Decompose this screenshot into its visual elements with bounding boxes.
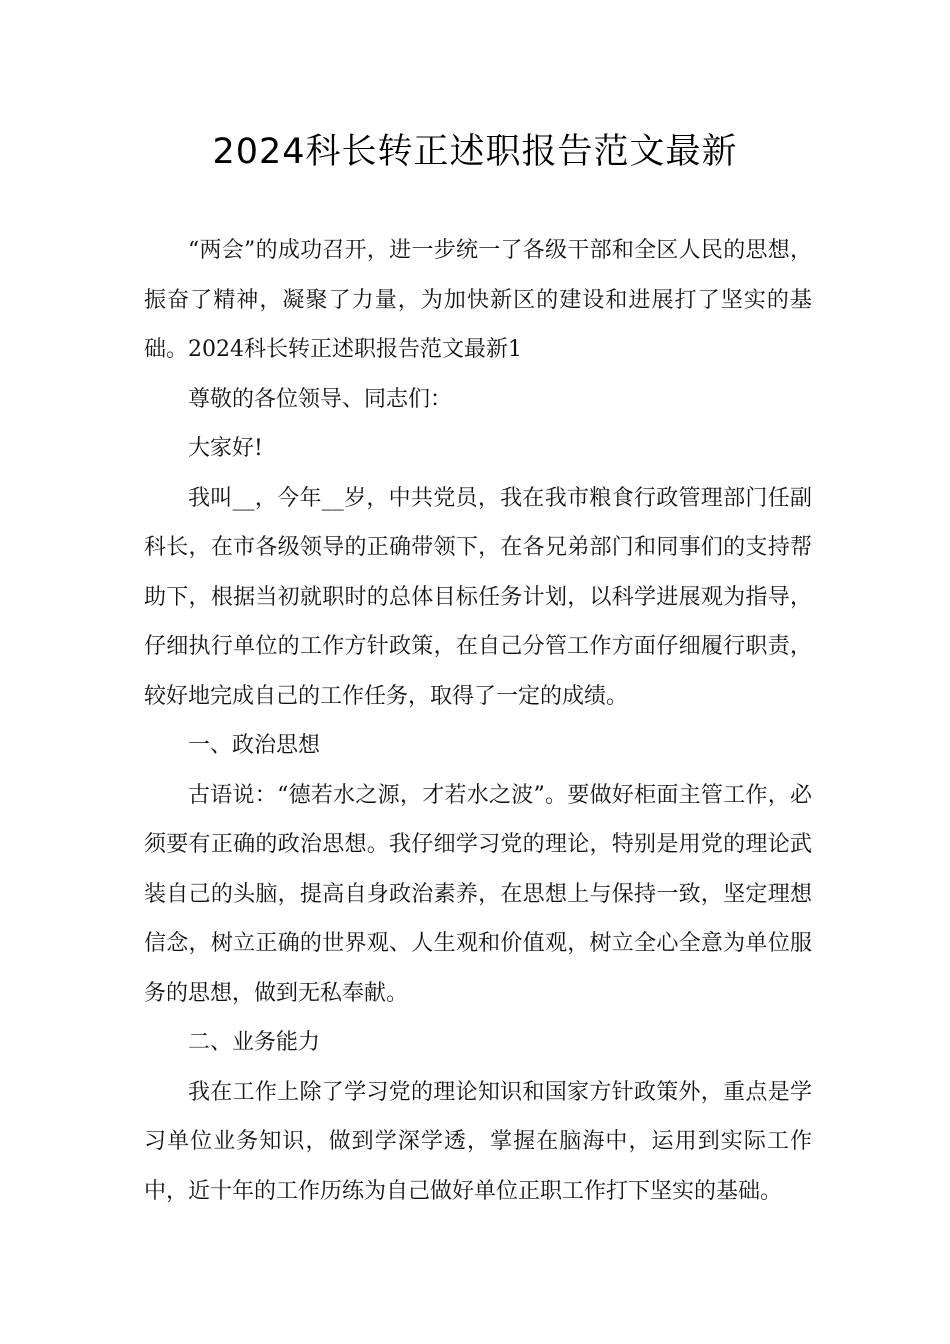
paragraph-salutation: 尊敬的各位领导、同志们： bbox=[188, 386, 453, 412]
section-heading-business: 二、业务能力 bbox=[188, 1030, 321, 1055]
section-heading-political: 一、政治思想 bbox=[188, 733, 321, 758]
paragraph-business-ability: 我在工作上除了学习党的理论知识和国家方针政策外，重点是学习单位业务知识，做到学深学透，掌握在脑海中，运用到实际工作中，近十年的工作历练为自己做好单位正职工作打下坚实的基础。 bbox=[144, 1079, 812, 1204]
paragraph-greeting: 大家好! bbox=[188, 436, 263, 461]
document-title: 2024科长转正述职报告范文最新 bbox=[212, 132, 738, 172]
paragraph-political-thought: 古语说：“德若水之源，才若水之波”。要做好柜面主管工作，必须要有正确的政治思想。我仔细学习党的理论，特别是用党的理论武装自己的头脑，提高自身政治素养，在思想上与保持一致，坚定理想信念，树立正确的世界观、人生观和价值观，树立全心全意为单位服务的思想，做到无私奉献。 bbox=[144, 782, 812, 1006]
paragraph-intro: “两会”的成功召开，进一步统一了各级干部和全区人民的思想，振奋了精神，凝聚了力量，为加快新区的建设和进展打了坚实的基础。2024科长转正述职报告范文最新1 bbox=[144, 238, 812, 362]
paragraph-self-introduction: 我叫__，今年__岁，中共党员，我在我市粮食行政管理部门任副科长，在市各级领导的正确带领下，在各兄弟部门和同事们的支持帮助下，根据当初就职时的总体目标任务计划，以科学进展观为指导，仔细执行单位的工作方针政策，在自己分管工作方面仔细履行职责，较好地完成自己的工作任务，取得了一定的成绩。 bbox=[144, 485, 812, 709]
document-body bbox=[144, 226, 812, 1216]
